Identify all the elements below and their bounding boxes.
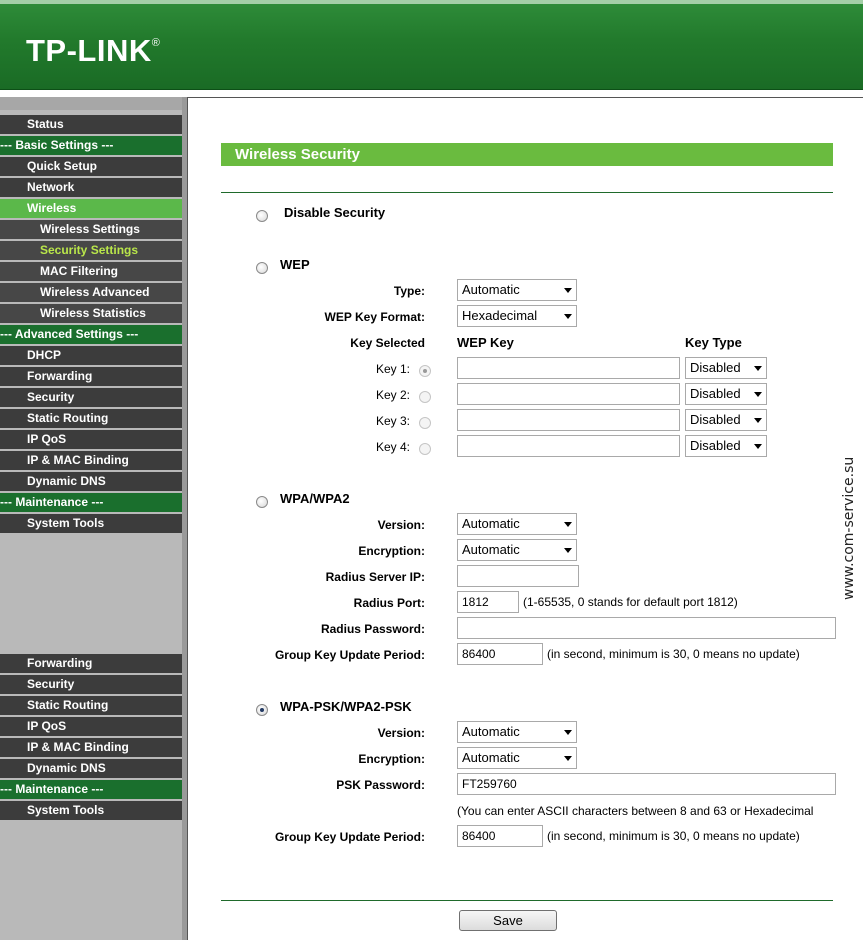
psk-password-input[interactable]: FT259760	[457, 773, 836, 795]
sidebar-item-dynamic-dns[interactable]: Dynamic DNS	[0, 472, 182, 493]
wpa-group-key-label: Group Key Update Period:	[274, 648, 425, 662]
sidebar-menu-repeat	[0, 654, 182, 822]
sidebar-top-strip	[0, 97, 187, 110]
wpa-label: WPA/WPA2	[280, 491, 350, 506]
sidebar-group-maintenance-lower: --- Maintenance ---	[0, 780, 182, 801]
wep-key-2-input[interactable]	[457, 383, 680, 405]
psk-version-label: Version:	[377, 726, 425, 740]
sidebar-item-system-tools[interactable]: System Tools	[0, 514, 182, 535]
wep-type-select[interactable]: Automatic	[457, 279, 577, 301]
psk-encryption-select[interactable]: Automatic	[457, 747, 577, 769]
wpa-version-select[interactable]: Automatic	[457, 513, 577, 535]
sidebar-item-security[interactable]: Security	[0, 388, 182, 409]
psk-group-key-label: Group Key Update Period:	[274, 830, 425, 844]
wep-key-4-input[interactable]	[457, 435, 680, 457]
sidebar-item-ip-qos[interactable]: IP QoS	[0, 430, 182, 451]
sidebar-item-system-tools-lower[interactable]: System Tools	[0, 801, 182, 822]
wep-label: WEP	[280, 257, 310, 272]
watermark-text-container	[821, 448, 861, 608]
sidebar-item-forwarding-lower[interactable]: Forwarding	[0, 654, 182, 675]
sidebar	[0, 97, 187, 940]
wep-key-3-label: Key 3:	[375, 414, 410, 428]
psk-encryption-label: Encryption:	[358, 752, 425, 766]
sidebar-item-status[interactable]: Status	[0, 115, 182, 136]
sidebar-item-network[interactable]: Network	[0, 178, 182, 199]
wep-key-format-select[interactable]: Hexadecimal	[457, 305, 577, 327]
sidebar-item-mac-filtering[interactable]: MAC Filtering	[0, 262, 182, 283]
sidebar-item-wireless-statistics[interactable]: Wireless Statistics	[0, 304, 182, 325]
wep-key-1-type-select[interactable]	[685, 357, 767, 379]
radius-port-label: Radius Port:	[353, 596, 425, 610]
radius-port-input[interactable]: 1812	[457, 591, 519, 613]
bottom-divider	[221, 900, 833, 901]
psk-password-label: PSK Password:	[336, 778, 425, 792]
wep-key-4-type-value: Disabled	[690, 438, 741, 453]
key-type-header: Key Type	[685, 335, 742, 350]
wpa-group-key-hint: (in second, minimum is 30, 0 means no update)	[547, 647, 800, 661]
wpa-encryption-label: Encryption:	[358, 544, 425, 558]
tp-link-logo: TP-LINK®	[26, 33, 161, 68]
wep-key-4-label: Key 4:	[375, 440, 410, 454]
radius-ip-input[interactable]	[457, 565, 579, 587]
wep-key-header: WEP Key	[457, 335, 514, 350]
wep-key-2-type-select[interactable]	[685, 383, 767, 405]
wep-key-3-input[interactable]	[457, 409, 680, 431]
wep-key-2-label: Key 2:	[375, 388, 410, 402]
wep-key-4-type-select[interactable]	[685, 435, 767, 457]
radius-password-input[interactable]	[457, 617, 836, 639]
radius-password-label: Radius Password:	[320, 622, 425, 636]
sidebar-item-security-settings[interactable]: Security Settings	[0, 241, 182, 262]
sidebar-item-static-routing[interactable]: Static Routing	[0, 409, 182, 430]
wep-key-1-label: Key 1:	[375, 362, 410, 376]
sidebar-item-ip-and-mac-binding[interactable]: IP & MAC Binding	[0, 451, 182, 472]
sidebar-item-ip-and-mac-binding-lower[interactable]: IP & MAC Binding	[0, 738, 182, 759]
psk-group-key-input[interactable]: 86400	[457, 825, 543, 847]
wpa-group-key-input[interactable]: 86400	[457, 643, 543, 665]
wep-key-1-input[interactable]	[457, 357, 680, 379]
wep-type-label: Type:	[393, 284, 425, 298]
sidebar-item-wireless-advanced[interactable]: Wireless Advanced	[0, 283, 182, 304]
disable-security-radio[interactable]	[256, 210, 268, 222]
wpa-psk-label: WPA-PSK/WPA2-PSK	[280, 699, 412, 714]
wep-key-2-type-value: Disabled	[690, 386, 741, 401]
sidebar-item-wireless[interactable]: Wireless	[0, 199, 182, 220]
psk-group-key-hint: (in second, minimum is 30, 0 means no update)	[547, 829, 800, 843]
wpa-encryption-select[interactable]: Automatic	[457, 539, 577, 561]
disable-security-label: Disable Security	[284, 205, 386, 220]
psk-version-select[interactable]: Automatic	[457, 721, 577, 743]
sidebar-item-dynamic-dns-lower[interactable]: Dynamic DNS	[0, 759, 182, 780]
sidebar-item-quick-setup[interactable]: Quick Setup	[0, 157, 182, 178]
radius-port-hint: (1-65535, 0 stands for default port 1812)	[523, 595, 738, 609]
sidebar-menu	[0, 115, 182, 535]
sidebar-group-basic-settings: --- Basic Settings ---	[0, 136, 182, 157]
wep-key-3-radio[interactable]	[419, 417, 431, 429]
main-panel	[187, 97, 863, 940]
page-title: Wireless Security	[221, 143, 833, 166]
radius-ip-label: Radius Server IP:	[325, 570, 425, 584]
sidebar-item-security-lower[interactable]: Security	[0, 675, 182, 696]
psk-password-hint: (You can enter ASCII characters between 8 and 63 or Hexadecimal	[457, 804, 814, 818]
sidebar-item-ip-qos-lower[interactable]: IP QoS	[0, 717, 182, 738]
sidebar-item-wireless-settings[interactable]: Wireless Settings	[0, 220, 182, 241]
wep-key-1-type-value: Disabled	[690, 360, 741, 375]
header-highlight	[0, 0, 863, 4]
header-banner	[0, 0, 863, 90]
wep-key-3-type-value: Disabled	[690, 412, 741, 427]
wep-key-3-type-select[interactable]	[685, 409, 767, 431]
wep-radio[interactable]	[256, 262, 268, 274]
sidebar-group-advanced-settings: --- Advanced Settings ---	[0, 325, 182, 346]
sidebar-item-static-routing-lower[interactable]: Static Routing	[0, 696, 182, 717]
sidebar-item-forwarding[interactable]: Forwarding	[0, 367, 182, 388]
wpa-radio[interactable]	[256, 496, 268, 508]
save-button[interactable]: Save	[459, 910, 557, 931]
wpa-psk-radio[interactable]	[256, 704, 268, 716]
sidebar-group-maintenance: --- Maintenance ---	[0, 493, 182, 514]
wep-key-1-radio[interactable]	[419, 365, 431, 377]
wep-key-4-radio[interactable]	[419, 443, 431, 455]
top-divider	[221, 192, 833, 193]
watermark-text: www.com-service.su	[841, 456, 857, 600]
wpa-version-label: Version:	[377, 518, 425, 532]
sidebar-item-dhcp[interactable]: DHCP	[0, 346, 182, 367]
key-selected-header: Key Selected	[350, 336, 425, 350]
wep-key-2-radio[interactable]	[419, 391, 431, 403]
wep-key-format-label: WEP Key Format:	[324, 310, 425, 324]
